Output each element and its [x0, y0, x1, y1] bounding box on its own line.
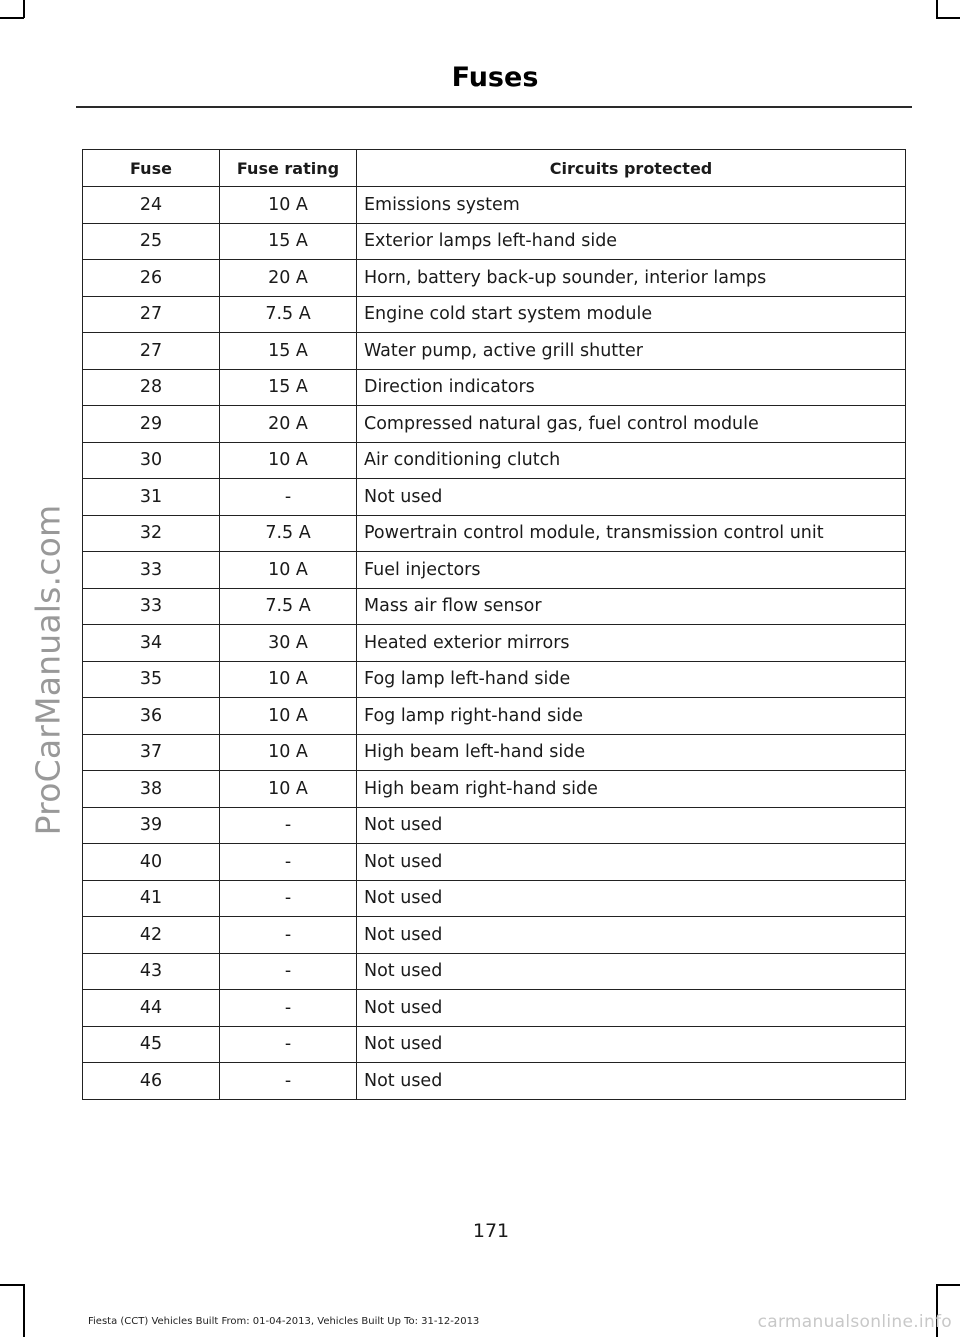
fuse-rating-cell: -	[220, 807, 357, 844]
fuse-rating-cell: -	[220, 953, 357, 990]
fuse-number-cell: 26	[83, 260, 220, 297]
fuse-table	[82, 149, 906, 1100]
table-row	[83, 223, 906, 260]
circuit-cell: Air conditioning clutch	[357, 442, 906, 479]
fuse-rating-cell: -	[220, 990, 357, 1027]
table-row	[83, 661, 906, 698]
fuse-rating-cell: -	[220, 1026, 357, 1063]
table-row	[83, 552, 906, 589]
table-row	[83, 844, 906, 881]
fuse-rating-cell: -	[220, 844, 357, 881]
page-title: Fuses	[451, 62, 539, 93]
fuse-number-cell: 29	[83, 406, 220, 443]
fuse-table-body	[83, 187, 906, 1100]
circuit-cell: Water pump, active grill shutter	[357, 333, 906, 370]
circuit-cell: Fog lamp right-hand side	[357, 698, 906, 735]
table-row	[83, 369, 906, 406]
table-row	[83, 880, 906, 917]
fuse-rating-cell: 10 A	[220, 734, 357, 771]
fuse-number-cell: 39	[83, 807, 220, 844]
table-row	[83, 187, 906, 224]
fuse-rating-cell: 15 A	[220, 333, 357, 370]
fuse-rating-cell: 7.5 A	[220, 515, 357, 552]
crop-mark	[936, 0, 938, 18]
fuse-number-cell: 27	[83, 296, 220, 333]
fuse-rating-cell: -	[220, 479, 357, 516]
crop-mark	[936, 17, 960, 19]
fuse-rating-cell: 15 A	[220, 369, 357, 406]
fuse-number-cell: 37	[83, 734, 220, 771]
fuse-rating-cell: 7.5 A	[220, 296, 357, 333]
circuit-cell: Mass air flow sensor	[357, 588, 906, 625]
fuse-number-cell: 24	[83, 187, 220, 224]
table-row	[83, 917, 906, 954]
fuse-number-cell: 31	[83, 479, 220, 516]
crop-mark	[0, 1284, 24, 1286]
fuse-rating-cell: 20 A	[220, 406, 357, 443]
column-header-circuits: Circuits protected	[357, 150, 906, 187]
fuse-number-cell: 44	[83, 990, 220, 1027]
circuit-cell: Fog lamp left-hand side	[357, 661, 906, 698]
table-row	[83, 260, 906, 297]
fuse-rating-cell: 10 A	[220, 187, 357, 224]
table-row	[83, 406, 906, 443]
fuse-number-cell: 40	[83, 844, 220, 881]
circuit-cell: Emissions system	[357, 187, 906, 224]
fuse-rating-cell: 10 A	[220, 552, 357, 589]
footer-text: Fiesta (CCT) Vehicles Built From: 01-04-2013, Vehicles Built Up To: 31-12-2013	[88, 1316, 480, 1327]
fuse-rating-cell: 10 A	[220, 771, 357, 808]
circuit-cell: Not used	[357, 917, 906, 954]
circuit-cell: Not used	[357, 953, 906, 990]
fuse-number-cell: 25	[83, 223, 220, 260]
fuse-rating-cell: 30 A	[220, 625, 357, 662]
fuse-rating-cell: -	[220, 917, 357, 954]
circuit-cell: Not used	[357, 807, 906, 844]
fuse-rating-cell: 10 A	[220, 442, 357, 479]
table-row	[83, 771, 906, 808]
fuse-number-cell: 36	[83, 698, 220, 735]
fuse-number-cell: 34	[83, 625, 220, 662]
table-row	[83, 698, 906, 735]
table-row	[83, 990, 906, 1027]
circuit-cell: Horn, battery back-up sounder, interior lamps	[357, 260, 906, 297]
fuse-rating-cell: 10 A	[220, 698, 357, 735]
circuit-cell: Compressed natural gas, fuel control module	[357, 406, 906, 443]
side-watermark: ProCarManuals.com	[28, 504, 68, 836]
circuit-cell: Not used	[357, 990, 906, 1027]
fuse-number-cell: 33	[83, 588, 220, 625]
circuit-cell: Not used	[357, 880, 906, 917]
fuse-rating-cell: -	[220, 880, 357, 917]
circuit-cell: Powertrain control module, transmission control unit	[357, 515, 906, 552]
crop-mark	[0, 17, 24, 19]
crop-mark	[23, 0, 25, 18]
fuse-number-cell: 46	[83, 1063, 220, 1100]
circuit-cell: Exterior lamps left-hand side	[357, 223, 906, 260]
table-row	[83, 953, 906, 990]
fuse-rating-cell: 15 A	[220, 223, 357, 260]
fuse-number-cell: 27	[83, 333, 220, 370]
table-row	[83, 1026, 906, 1063]
fuse-rating-cell: 20 A	[220, 260, 357, 297]
fuse-rating-cell: -	[220, 1063, 357, 1100]
fuse-number-cell: 43	[83, 953, 220, 990]
circuit-cell: High beam right-hand side	[357, 771, 906, 808]
fuse-number-cell: 33	[83, 552, 220, 589]
table-row	[83, 1063, 906, 1100]
table-row	[83, 515, 906, 552]
circuit-cell: Heated exterior mirrors	[357, 625, 906, 662]
fuse-number-cell: 38	[83, 771, 220, 808]
fuse-number-cell: 28	[83, 369, 220, 406]
circuit-cell: Direction indicators	[357, 369, 906, 406]
table-row	[83, 479, 906, 516]
fuse-number-cell: 42	[83, 917, 220, 954]
fuse-rating-cell: 10 A	[220, 661, 357, 698]
fuse-number-cell: 45	[83, 1026, 220, 1063]
table-row	[83, 588, 906, 625]
column-header-fuse-rating: Fuse rating	[220, 150, 357, 187]
table-row	[83, 296, 906, 333]
crop-mark	[23, 1284, 25, 1337]
page-number: 171	[472, 1220, 510, 1242]
table-row	[83, 333, 906, 370]
circuit-cell: Not used	[357, 844, 906, 881]
column-header-fuse: Fuse	[83, 150, 220, 187]
table-row	[83, 442, 906, 479]
table-row	[83, 734, 906, 771]
fuse-number-cell: 30	[83, 442, 220, 479]
fuse-number-cell: 32	[83, 515, 220, 552]
fuse-rating-cell: 7.5 A	[220, 588, 357, 625]
circuit-cell: Not used	[357, 1063, 906, 1100]
circuit-cell: Not used	[357, 479, 906, 516]
fuse-number-cell: 35	[83, 661, 220, 698]
footer-watermark: carmanualsonline.info	[757, 1312, 952, 1332]
circuit-cell: Not used	[357, 1026, 906, 1063]
crop-mark	[936, 1284, 960, 1286]
fuse-number-cell: 41	[83, 880, 220, 917]
circuit-cell: Fuel injectors	[357, 552, 906, 589]
table-header-row	[83, 150, 906, 187]
circuit-cell: High beam left-hand side	[357, 734, 906, 771]
title-divider	[76, 106, 912, 108]
table-row	[83, 807, 906, 844]
circuit-cell: Engine cold start system module	[357, 296, 906, 333]
table-row	[83, 625, 906, 662]
